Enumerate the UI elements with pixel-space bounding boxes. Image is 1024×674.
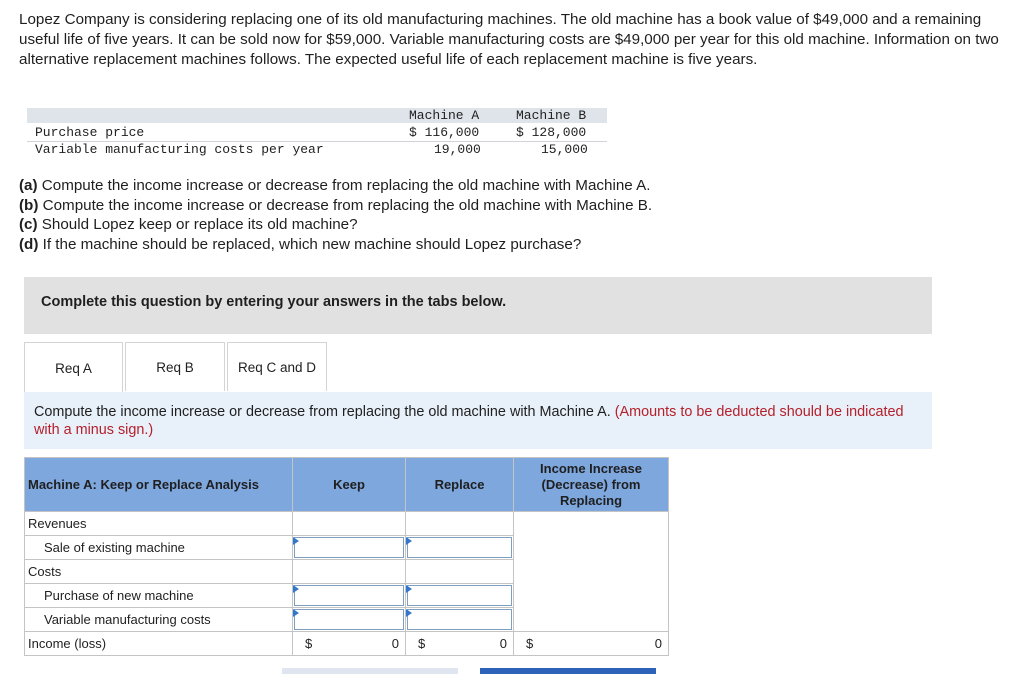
prev-button[interactable]: [282, 668, 458, 674]
header-machine-a: Machine A: [409, 108, 480, 123]
problem-intro: Lopez Company is considering replacing one of its old manufacturing machines. The old machine has a book value of $49,000 and a remaining useful life of five years. It can be sold now for $59,000. Variable manufacturing costs are $49,000 per year for this old machine. Information on two alternative replacement machines follows. The expected useful life of each replacement machine is five years.: [19, 11, 999, 68]
costs-label: Costs: [25, 560, 293, 584]
replace-header: Replace: [406, 458, 514, 512]
keep-income-total: $ 0: [305, 636, 399, 651]
header-machine-b: Machine B: [516, 108, 587, 123]
input-indicator-icon: [406, 609, 412, 617]
row-label-purchase-price: Purchase price: [35, 125, 145, 140]
input-indicator-icon: [293, 585, 299, 593]
replace-purchase-input[interactable]: [407, 585, 512, 606]
replace-sale-input[interactable]: [407, 537, 512, 558]
input-indicator-icon: [293, 537, 299, 545]
purchase-price-b: $ 128,000: [516, 125, 587, 140]
replace-variable-input[interactable]: [407, 609, 512, 630]
purchase-price-a: $ 116,000: [409, 125, 480, 140]
purchase-new-machine-label: Purchase of new machine: [25, 584, 293, 608]
next-button[interactable]: [480, 668, 656, 674]
minus-sign-note: (Amounts to be deducted should be indicated with a minus sign.): [34, 404, 904, 438]
replace-income-total: $ 0: [418, 636, 507, 651]
keep-header: Keep: [293, 458, 406, 512]
keep-variable-input[interactable]: [294, 609, 404, 630]
row-label-variable-costs: Variable manufacturing costs per year: [35, 142, 324, 157]
variable-costs-label: Variable manufacturing costs: [25, 608, 293, 632]
input-indicator-icon: [406, 537, 412, 545]
input-indicator-icon: [406, 585, 412, 593]
tab-req-a[interactable]: Req A: [24, 342, 123, 393]
variable-costs-a: 19,000: [434, 142, 481, 157]
analysis-title-header: Machine A: Keep or Replace Analysis: [25, 458, 293, 512]
variable-costs-b: 15,000: [541, 142, 588, 157]
question-b: (b) Compute the income increase or decrease from replacing the old machine with Machine B.: [19, 196, 653, 214]
tab-req-b[interactable]: Req B: [125, 342, 225, 391]
keep-replace-analysis-table: [24, 457, 669, 656]
tab-req-c-and-d[interactable]: Req C and D: [227, 342, 327, 391]
question-list: [19, 176, 652, 255]
question-c: (c) Should Lopez keep or replace its old machine?: [19, 216, 358, 234]
question-d: (d) If the machine should be replaced, which new machine should Lopez purchase?: [19, 236, 582, 254]
income-loss-label: Income (loss): [25, 632, 293, 656]
input-indicator-icon: [293, 609, 299, 617]
keep-purchase-input[interactable]: [294, 585, 404, 606]
instructions-banner: Complete this question by entering your answers in the tabs below.: [24, 277, 932, 334]
req-a-instruction: [24, 392, 932, 449]
income-difference-header: Income Increase (Decrease) from Replacing: [514, 458, 669, 512]
question-a: (a) Compute the income increase or decrease from replacing the old machine with Machine A.: [19, 177, 651, 194]
income-difference-total: $ 0: [526, 636, 662, 651]
req-tabs: [24, 342, 329, 392]
keep-sale-input[interactable]: [294, 537, 404, 558]
sale-existing-machine-label: Sale of existing machine: [25, 536, 293, 560]
revenues-label: Revenues: [25, 512, 293, 536]
instruction-text: Compute the income increase or decrease from replacing the old machine with Machine A.: [34, 404, 611, 420]
